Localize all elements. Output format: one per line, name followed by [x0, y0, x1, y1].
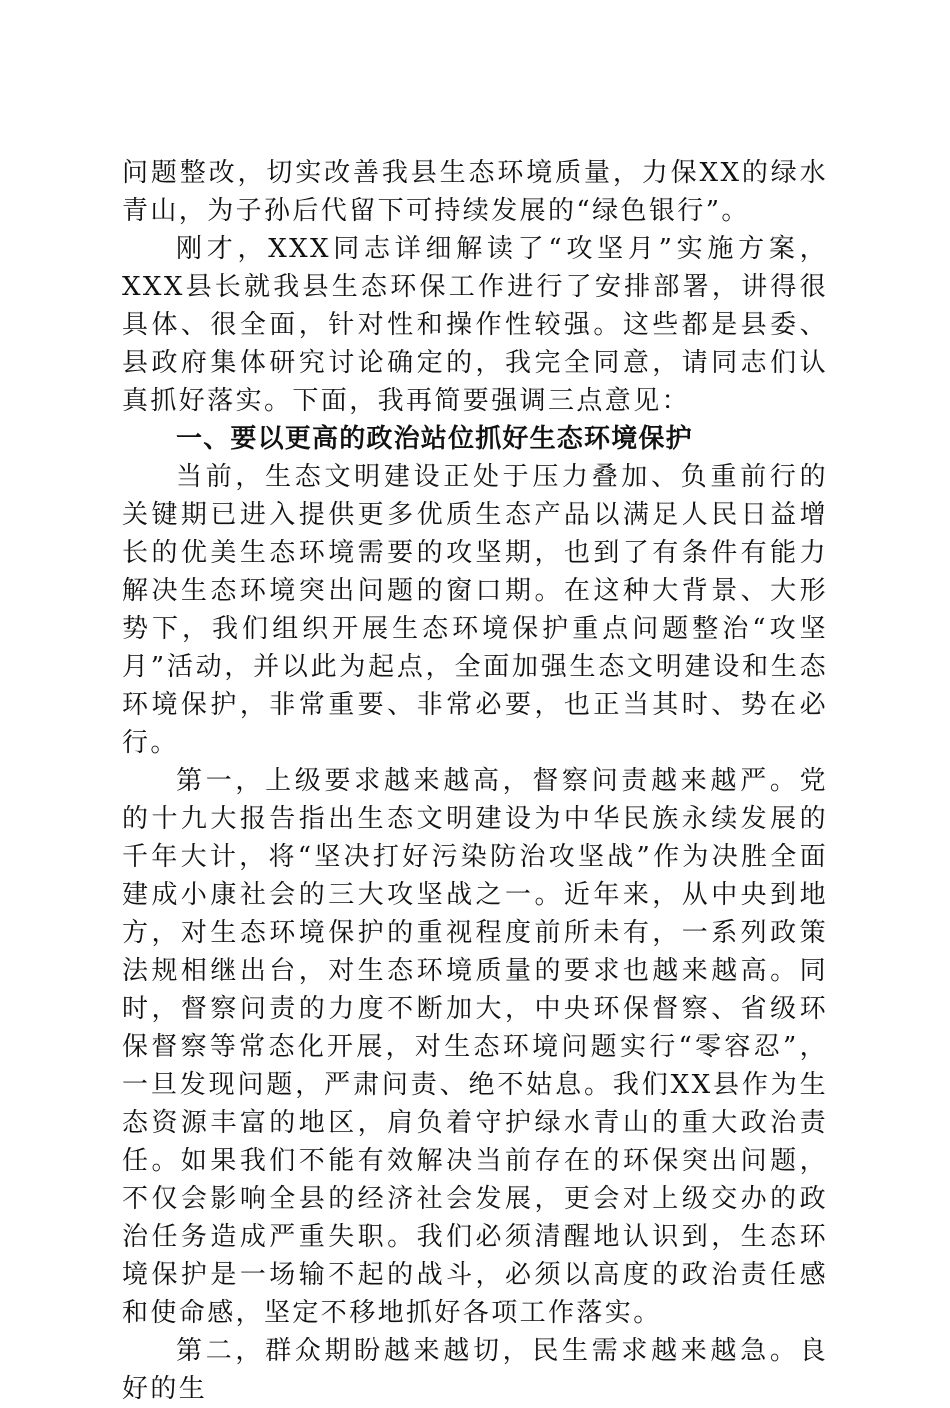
- document-body: [122, 154, 828, 1408]
- paragraph-opinion-intro: 刚才，XXX同志详细解读了“攻坚月”实施方案，XXX县长就我县生态环保工作进行了安排部署，讲得很具体、很全面，针对性和操作性较强。这些都是县委、县政府集体研究讨论确定的，我完全同意，请同志们认真抓好落实。下面，我再简要强调三点意见：: [122, 234, 828, 416]
- paragraph-current-situation: 当前，生态文明建设正处于压力叠加、负重前行的关键期已进入提供更多优质生态产品以满足人民日益增长的优美生态环境需要的攻坚期，也到了有条件有能力解决生态环境突出问题的窗口期。在这种大背景、大形势下，我们组织开展生态环境保护重点问题整治“攻坚月”活动，并以此为起点，全面加强生态文明建设和生态环境保护，非常重要、非常必要，也正当其时、势在必行。: [122, 462, 828, 758]
- paragraph-point-one: 第一，上级要求越来越高，督察问责越来越严。党的十九大报告指出生态文明建设为中华民族永续发展的千年大计，将“坚决打好污染防治攻坚战”作为决胜全面建成小康社会的三大攻坚战之一。近年来，从中央到地方，对生态环境保护的重视程度前所未有，一系列政策法规相继出台，对生态环境质量的要求也越来越高。同时，督察问责的力度不断加大，中央环保督察、省级环保督察等常态化开展，对生态环境问题实行“零容忍”，一旦发现问题，严肃问责、绝不姑息。我们XX县作为生态资源丰富的地区，肩负着守护绿水青山的重大政治责任。如果我们不能有效解决当前存在的环保突出问题，不仅会影响全县的经济社会发展，更会对上级交办的政治任务造成严重失职。我们必须清醒地认识到，生态环境保护是一场输不起的战斗，必须以高度的政治责任感和使命感，坚定不移地抓好各项工作落实。: [122, 766, 828, 1328]
- paragraph-continuation: 问题整改，切实改善我县生态环境质量，力保XX的绿水青山，为子孙后代留下可持续发展的“绿色银行”。: [122, 158, 828, 226]
- section-heading-one: 一、要以更高的政治站位抓好生态环境保护: [176, 424, 693, 454]
- paragraph-point-two: 第二，群众期盼越来越切，民生需求越来越急。良好的生: [122, 1336, 828, 1404]
